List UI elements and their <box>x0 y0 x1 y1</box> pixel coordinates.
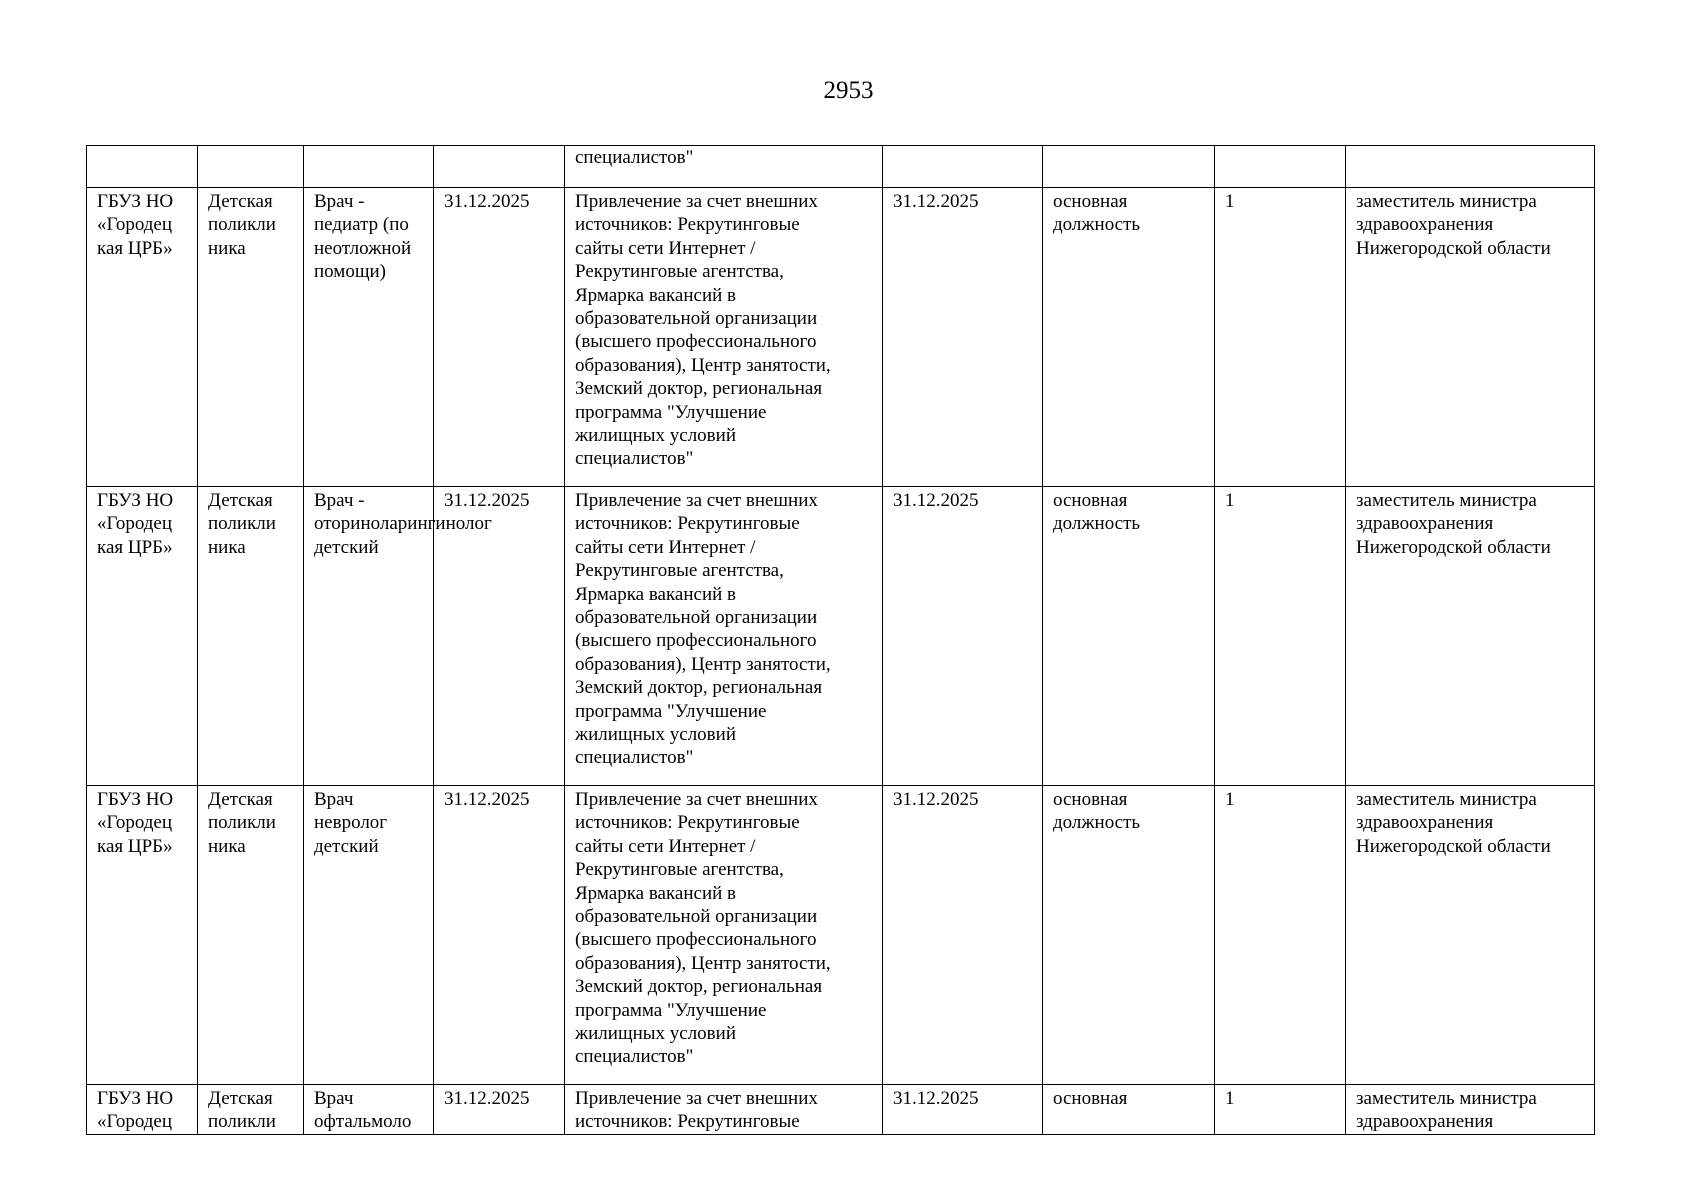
cell-deadline: 31.12.2025 <box>434 188 565 487</box>
cell-responsible: заместитель министра здравоохранения Нижегородской области <box>1346 487 1595 786</box>
table-row <box>87 487 1595 786</box>
cell-date: 31.12.2025 <box>883 188 1043 487</box>
cell-date: 31.12.2025 <box>883 487 1043 786</box>
cell-method: специалистов" <box>565 146 883 188</box>
cell-responsible: заместитель министра здравоохранения <box>1346 1085 1595 1135</box>
cell-method: Привлечение за счет внешних источников: Рекрутинговые <box>565 1085 883 1135</box>
cell-method: Привлечение за счет внешних источников: Рекрутинговые сайты сети Интернет / Рекрутинговые агентства, Ярмарка вакансий в образовательной организации (высшего профессионального образования), Центр занятости, Земский доктор, региональная программа "Улучшение жилищных условий специалистов" <box>565 786 883 1085</box>
cell-responsible: заместитель министра здравоохранения Нижегородской области <box>1346 786 1595 1085</box>
cell-responsible: заместитель министра здравоохранения Нижегородской области <box>1346 188 1595 487</box>
cell-position-type: основная <box>1043 1085 1215 1135</box>
cell-date <box>883 146 1043 188</box>
cell-position: Врач - оториноларингинолог детский <box>304 487 434 786</box>
cell-department: Детская поликли ника <box>198 786 304 1085</box>
cell-department: Детская поликли ника <box>198 487 304 786</box>
cell-department <box>198 146 304 188</box>
cell-position-type: основная должность <box>1043 786 1215 1085</box>
page-number: 2953 <box>823 77 874 104</box>
cell-count: 1 <box>1215 487 1346 786</box>
cell-date: 31.12.2025 <box>883 1085 1043 1135</box>
cell-organization: ГБУЗ НО «Городец кая ЦРБ» <box>87 188 198 487</box>
cell-method: Привлечение за счет внешних источников: Рекрутинговые сайты сети Интернет / Рекрутинговые агентства, Ярмарка вакансий в образовательной организации (высшего профессионального образования), Центр занятости, Земский доктор, региональная программа "Улучшение жилищных условий специалистов" <box>565 487 883 786</box>
cell-method: Привлечение за счет внешних источников: Рекрутинговые сайты сети Интернет / Рекрутинговые агентства, Ярмарка вакансий в образовательной организации (высшего профессионального образования), Центр занятости, Земский доктор, региональная программа "Улучшение жилищных условий специалистов" <box>565 188 883 487</box>
document-table <box>86 145 1595 1135</box>
cell-position-type: основная должность <box>1043 188 1215 487</box>
cell-deadline: 31.12.2025 <box>434 487 565 786</box>
cell-deadline: 31.12.2025 <box>434 786 565 1085</box>
table-row <box>87 188 1595 487</box>
cell-deadline <box>434 146 565 188</box>
cell-organization: ГБУЗ НО «Городец кая ЦРБ» <box>87 786 198 1085</box>
cell-organization: ГБУЗ НО «Городец кая ЦРБ» <box>87 487 198 786</box>
table-row-continuation <box>87 146 1595 188</box>
cell-deadline: 31.12.2025 <box>434 1085 565 1135</box>
cell-position: Врач невролог детский <box>304 786 434 1085</box>
cell-responsible <box>1346 146 1595 188</box>
cell-department: Детская поликли <box>198 1085 304 1135</box>
table-row <box>87 1085 1595 1135</box>
cell-organization: ГБУЗ НО «Городец <box>87 1085 198 1135</box>
cell-position: Врач - педиатр (по неотложной помощи) <box>304 188 434 487</box>
cell-count <box>1215 146 1346 188</box>
cell-organization <box>87 146 198 188</box>
cell-count: 1 <box>1215 188 1346 487</box>
cell-position <box>304 146 434 188</box>
cell-position-type: основная должность <box>1043 487 1215 786</box>
cell-count: 1 <box>1215 786 1346 1085</box>
cell-department: Детская поликли ника <box>198 188 304 487</box>
cell-position: Врач офтальмоло <box>304 1085 434 1135</box>
table-row <box>87 786 1595 1085</box>
cell-date: 31.12.2025 <box>883 786 1043 1085</box>
cell-position-type <box>1043 146 1215 188</box>
cell-count: 1 <box>1215 1085 1346 1135</box>
